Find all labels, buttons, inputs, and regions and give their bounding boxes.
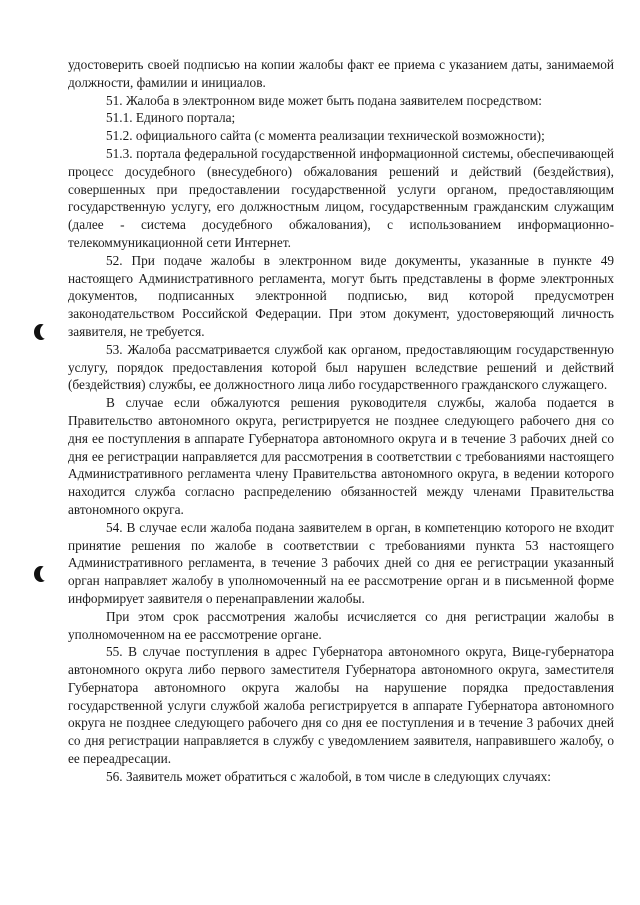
paragraph-51: 51. Жалоба в электронном виде может быть подана заявителем посредством: xyxy=(106,92,542,108)
document-page xyxy=(68,56,614,786)
hole-punch-mark-icon xyxy=(32,322,48,342)
paragraph-51-1: 51.1. Единого портала; xyxy=(106,110,236,126)
paragraph-53: 53. Жалоба рассматривается службой как органом, предоставляющим государственную услугу, порядок предоставления которой был нарушен вследствие решений и действий (бездействия) службы, ее должностного лица либо государственного гражданского служащего. xyxy=(68,341,614,393)
hole-punch-mark-icon xyxy=(32,564,48,584)
paragraph-continuation: удостоверить своей подписью на копии жалобы факт ее приема с указанием даты, занимаемой должности, фамилии и инициалов. xyxy=(68,57,614,90)
paragraph-51-3: 51.3. портала федеральной государственной информационной системы, обеспечивающей процесс досудебного (внесудебного) обжалования решений и действий (бездействия), совершенных при предоставлении государственной услуги органом, предоставляющим государственную услугу, его должностным лицом, государственным гражданским служащим (далее - система досудебного обжалования), с использованием информационно-телекоммуникационной сети Интернет. xyxy=(68,145,614,250)
paragraph-55: 55. В случае поступления в адрес Губернатора автономного округа, Вице-губернатора автономного округа либо первого заместителя Губернатора автономного округа, заместителя Губернатора автономного округа жалобы на нарушение порядка предоставления государственной услуги службой жалоба регистрируется в аппарате Губернатора автономного округа не позднее следующего рабочего дня со дня ее поступления и в течение 3 рабочих дней со дня регистрации направляется в службу с уведомлением заявителя, направившего жалобу, о ее переадресации. xyxy=(68,644,614,767)
paragraph-54: 54. В случае если жалоба подана заявителем в орган, в компетенцию которого не входит принятие решения по жалобе в соответствии с требованиями пункта 53 настоящего Административного регламента, в течение 3 рабочих дней со дня ее регистрации указанный орган направляет жалобу в уполномоченный на ее рассмотрение орган и в письменной форме информирует заявителя о перенаправлении жалобы. xyxy=(68,519,614,606)
paragraph-53-case: В случае если обжалуются решения руководителя службы, жалоба подается в Правительство автономного округа, регистрируется не позднее следующего рабочего дня со дня ее поступления в аппарате Губернатора автономного округа и в течение 3 рабочих дней со дня ее регистрации направляется для рассмотрения в соответствии с требованиями настоящего Административного регламента члену Правительства автономного округа, в ведении которого находится служба согласно распределению обязанностей между членами Правительства автономного округа. xyxy=(68,395,614,517)
paragraph-52: 52. При подаче жалобы в электронном виде документы, указанные в пункте 49 настоящего Административного регламента, могут быть представлены в форме электронных документов, подписанных электронной подписью, вид которой предусмотрен законодательством Российской Федерации. При этом документ, удостоверяющий личность заявителя, не требуется. xyxy=(68,252,614,339)
paragraph-51-2: 51.2. официального сайта (с момента реализации технической возможности); xyxy=(106,128,545,144)
paragraph-54-term: При этом срок рассмотрения жалобы исчисляется со дня регистрации жалобы в уполномоченном на ее рассмотрение органе. xyxy=(68,608,614,642)
paragraph-56: 56. Заявитель может обратиться с жалобой, в том числе в следующих случаях: xyxy=(106,768,551,784)
